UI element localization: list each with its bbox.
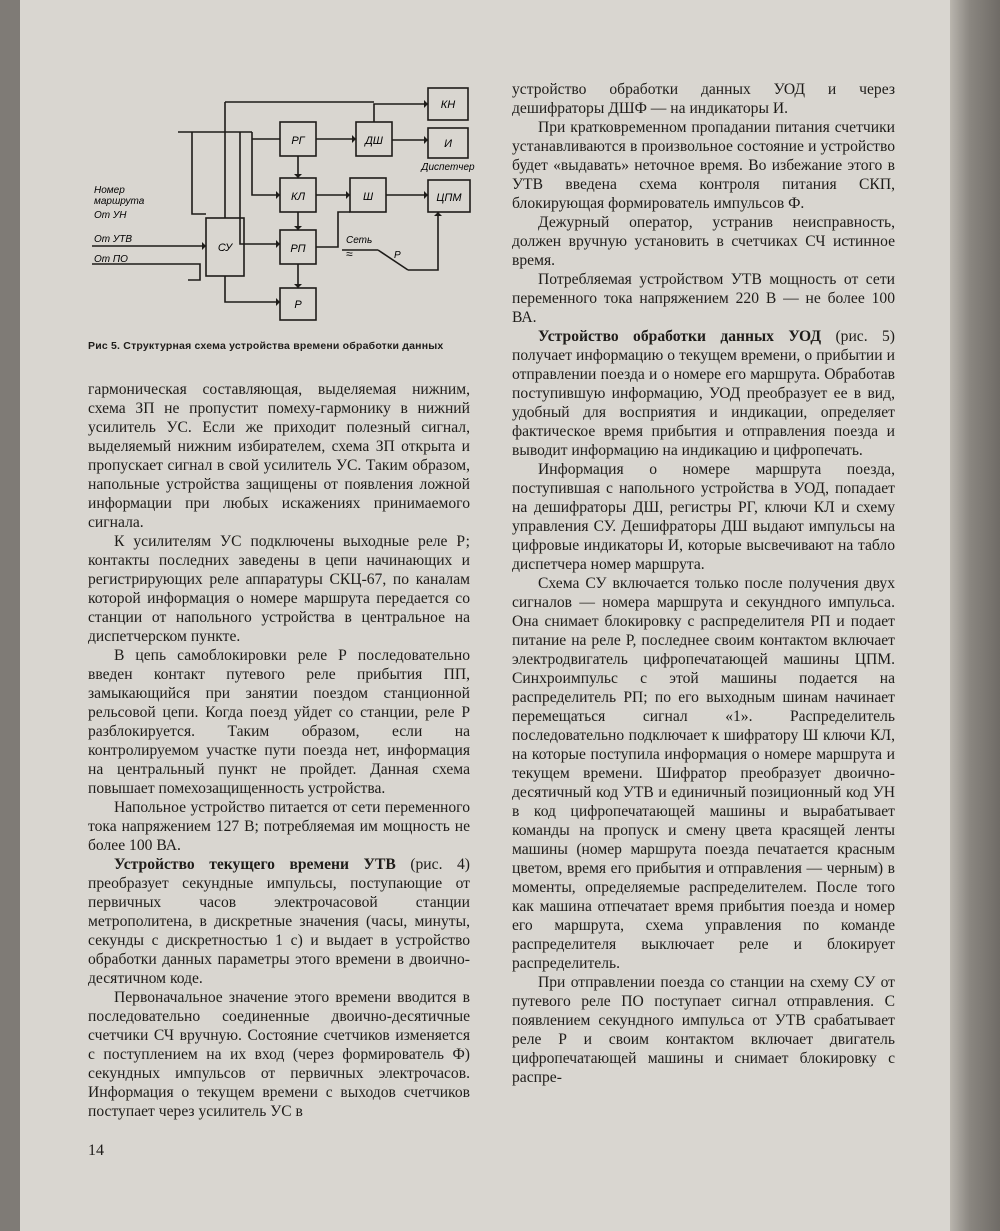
block-label-sh: Ш (362, 191, 374, 203)
paragraph: К усилителям УС подключены выходные реле Р; контакты последних заведены в цепи начинающих и регистрирующих реле аппаратуры СКЦ-67, по каналам которой информация о номере маршрута передается со станции от напольного устройства в центральное на диспетчерском пункте. (88, 533, 470, 645)
paragraph: При кратковременном пропадании питания счетчики устанавливаются в произвольное состояние и устройство будет «выдавать» неточное время. Во избежание этого в УТВ введена схема контроля питания СКП, блокирующая формирователь импульсов Ф. (512, 119, 895, 212)
page-number: 14 (88, 1142, 104, 1159)
paragraph-uod (512, 327, 895, 460)
paragraph: Потребляемая устройством УТВ мощность от сети переменного тока напряжением 220 В — не более 100 ВА. (512, 271, 895, 326)
input-label-route-2: маршрута (94, 196, 145, 207)
input-label-route-3: От УН (94, 210, 127, 221)
paragraph-utv (88, 855, 470, 988)
right-column (512, 80, 895, 1087)
block-label-dsh: ДШ (365, 135, 383, 147)
block-label-i: И (444, 138, 452, 150)
block-label-dispatcher: Диспетчер (421, 162, 475, 173)
block-label-kn: КН (440, 99, 456, 111)
block-label-r: Р (294, 299, 302, 311)
book-spine (950, 0, 1000, 1231)
input-label-from-utv: От УТВ (94, 234, 133, 245)
paragraph: Дежурный оператор, устранив неисправность, должен вручную установить в счетчиках СЧ истинное время. (512, 214, 895, 269)
input-label-route-1: Номер (94, 185, 125, 196)
paragraph: Схема СУ включается только после получения двух сигналов — номера маршрута и секундного импульса. Она снимает блокировку с распределителя РП и подает питание на реле Р, последнее своим контактом включает электродвигатель цифропечатающей машины ЦПМ. Синхроимпульс с этой машины подается на распределитель РП; по его выходным шинам начинает перемещаться сигнал «1». Распределитель последовательно подключает к шифратору Ш ключи КЛ, на которые поступила информация о номере маршрута и текущем времени. Шифратор преобразует двоично-десятичный код УТВ и единичный позиционный код УН в код цифропечатающей машины и вырабатывает команды на пропуск и смену цвета красящей ленты машины (номер маршрута поезда печатается красным цветом, время его прибытия и отправления — черным) в моменты, определяемые распределителем. После того как машина отпечатает время прибытия поезда и номер его маршрута, схема управления по команде распределителя выключает реле и блокирует распределитель. (512, 575, 895, 972)
switch-label: Р (394, 250, 401, 261)
block-label-kl: КЛ (290, 191, 306, 203)
section-heading-uod: Устройство обработки данных УОД (538, 328, 822, 345)
left-column (88, 380, 470, 1121)
block-label-su: СУ (217, 242, 233, 254)
paragraph-text: преобразует секундные импульсы, поступающие от первичных часов электрочасовой станции метрополитена, в дискретные значения (часы, минуты, секунды с дискретностью 1 с) и выдает в устройство обработки данных параметры этого времени в двоично-десятичном коде. (88, 875, 470, 987)
block-label-cpm: ЦПМ (436, 192, 462, 204)
network-symbol: ≈ (346, 247, 353, 261)
figure-reference: (рис. 5) (821, 328, 895, 345)
input-label-from-po: От ПО (94, 254, 128, 265)
paragraph: устройство обработки данных УОД и через дешифраторы ДШФ — на индикаторы И. (512, 81, 895, 117)
figure-reference: (рис. 4) (395, 856, 470, 873)
block-diagram (88, 80, 478, 342)
paragraph: В цепь самоблокировки реле Р последовательно введен контакт путевого реле прибытия ПП, замыкающийся при занятии поездом станционной рельсовой цепи. Когда поезд уйдет со станции, реле Р разблокируется. Таким образом, если на контролируемом участке пути поезда нет, информация на центральный пункт не пройдет. Данная схема повышает помехозащищенность устройства. (88, 647, 470, 797)
paragraph: При отправлении поезда со станции на схему СУ от путевого реле ПО поступает сигнал отправления. С появлением секундного импульса от УТВ срабатывает реле Р и своим контактом включает двигатель цифропечатающей машины и снимает блокировку с распре- (512, 974, 895, 1086)
paragraph-text: получает информацию о текущем времени, о прибытии и отправлении поезда и о номере его маршрута. Обработав поступившую информацию, УОД преобразует ее в вид, удобный для восприятия и индикации, определяет фактическое время прибытия и отправления поезда и выводит информацию на индикацию и цифропечать. (512, 347, 895, 459)
paragraph: Информация о номере маршрута поезда, поступившая с напольного устройства в УОД, попадает на дешифраторы ДШ, регистры РГ, ключи КЛ и схему управления СУ. Дешифраторы ДШ выдают импульсы на цифровые индикаторы И, которые высвечивают на табло диспетчера номер маршрута. (512, 461, 895, 573)
section-heading-utv: Устройство текущего времени УТВ (114, 856, 396, 873)
network-label: Сеть (346, 235, 373, 246)
block-label-rp: РП (290, 243, 306, 255)
paragraph: Первоначальное значение этого времени вводится в последовательно соединенные двоично-десятичные счетчики СЧ вручную. Состояние счетчиков изменяется с поступлением на их вход (через формирователь Ф) секундных импульсов от первичных электрочасов. Информация о текущем времени с выходов счетчиков поступает через усилитель УС в (88, 989, 470, 1120)
figure-caption: Рис 5. Структурная схема устройства времени обработки данных (88, 340, 444, 352)
paragraph: Напольное устройство питается от сети переменного тока напряжением 127 В; потребляемая им мощность не более 100 ВА. (88, 799, 470, 854)
paragraph: гармоническая составляющая, выделяемая нижним, схема ЗП не пропустит помеху-гармонику в нижний усилитель УС. Если же приходит полезный сигнал, выделяемый нижним избирателем, схема ЗП открыта и пропускает сигнал в свой усилитель УС. Таким образом, напольные устройства защищены от появления ложной информации при любых искажениях принимаемого сигнала. (88, 381, 470, 531)
block-label-rg: РГ (291, 135, 305, 147)
